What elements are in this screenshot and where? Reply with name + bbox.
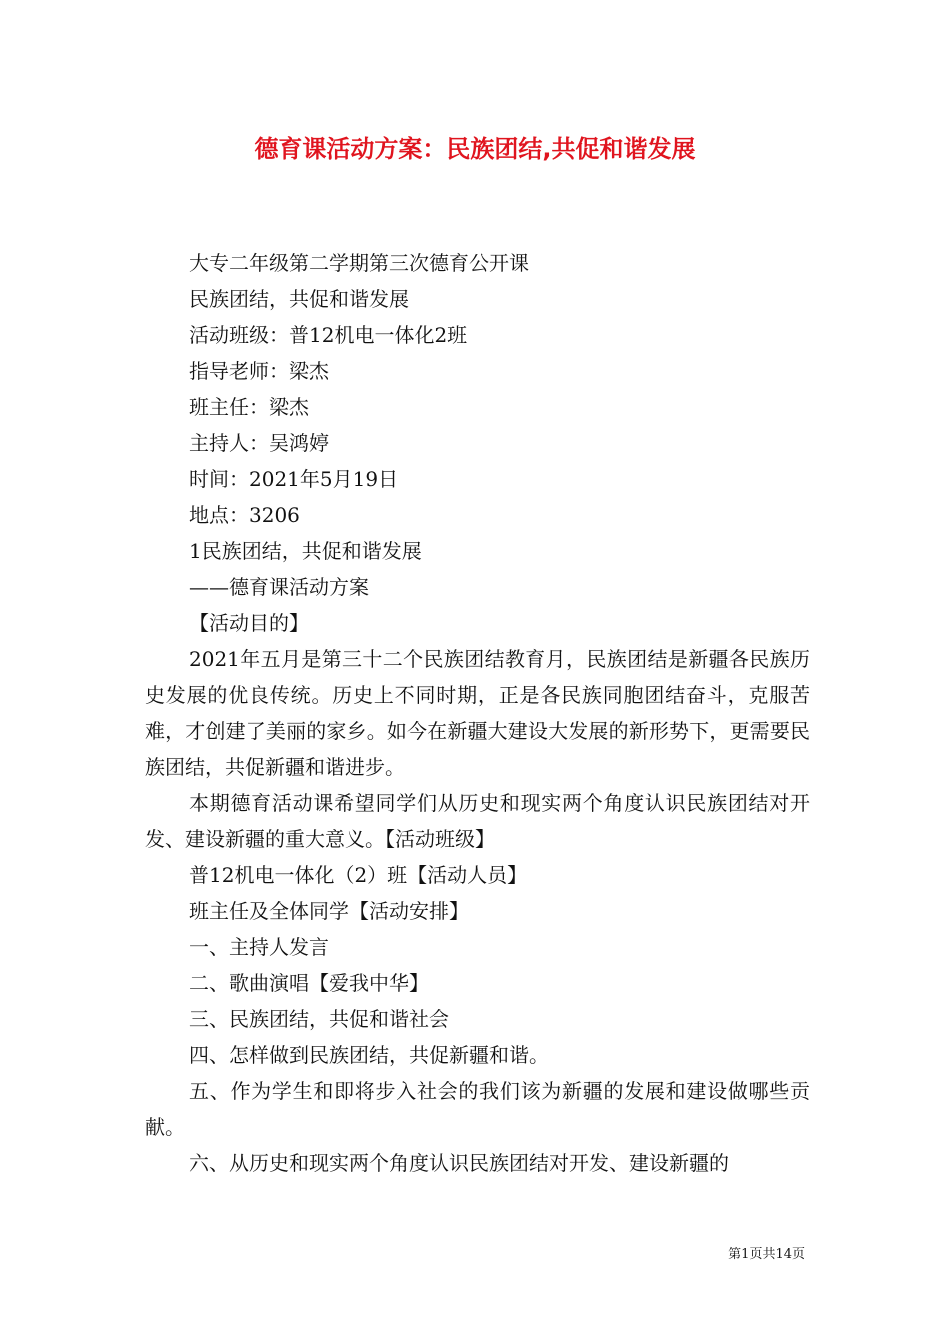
list-item-2: 二、歌曲演唱【爱我中华】 xyxy=(189,971,429,995)
header-line-class: 活动班级：普12机电一体化2班 xyxy=(189,323,468,347)
header-line-theme: 民族团结，共促和谐发展 xyxy=(189,287,409,311)
line-participants: 班主任及全体同学【活动安排】 xyxy=(189,899,469,923)
paragraph-purpose: 2021年五月是第三十二个民族团结教育月，民族团结是新疆各民族历史发展的优良传统。历史上不同时期，正是各民族同胞团结奋斗，克服苦难，才创建了美丽的家乡。如今在新疆大建设大发展的新形势下，更需要民族团结，共促新疆和谐进步。 xyxy=(145,647,810,779)
header-line-location: 地点：3206 xyxy=(189,503,300,527)
list-item-5: 五、作为学生和即将步入社会的我们该为新疆的发展和建设做哪些贡献。 xyxy=(145,1079,810,1139)
section-heading-purpose: 【活动目的】 xyxy=(189,611,309,635)
paragraph-goal: 本期德育活动课希望同学们从历史和现实两个角度认识民族团结对开发、建设新疆的重大意义。【活动班级】 xyxy=(145,791,810,851)
header-line-time: 时间：2021年5月19日 xyxy=(189,467,399,491)
header-line-host: 主持人：吴鸿婷 xyxy=(189,431,329,455)
page-number: 第1页共14页 xyxy=(728,1247,805,1262)
header-line-advisor: 指导老师：梁杰 xyxy=(189,359,329,383)
line-class-members: 普12机电一体化（2）班【活动人员】 xyxy=(189,863,528,887)
list-item-6: 六、从历史和现实两个角度认识民族团结对开发、建设新疆的 xyxy=(189,1151,729,1175)
header-line-head-teacher: 班主任：梁杰 xyxy=(189,395,309,419)
document-body xyxy=(145,245,810,1181)
header-line-subtitle: ——德育课活动方案 xyxy=(189,575,369,599)
page-title: 德育课活动方案：民族团结,共促和谐发展 xyxy=(254,135,696,163)
list-item-4: 四、怎样做到民族团结，共促新疆和谐。 xyxy=(189,1043,549,1067)
list-item-3: 三、民族团结，共促和谐社会 xyxy=(189,1007,449,1031)
header-line-course: 大专二年级第二学期第三次德育公开课 xyxy=(189,251,529,275)
list-item-1: 一、主持人发言 xyxy=(189,935,329,959)
header-line-section-title: 1民族团结，共促和谐发展 xyxy=(189,539,422,563)
